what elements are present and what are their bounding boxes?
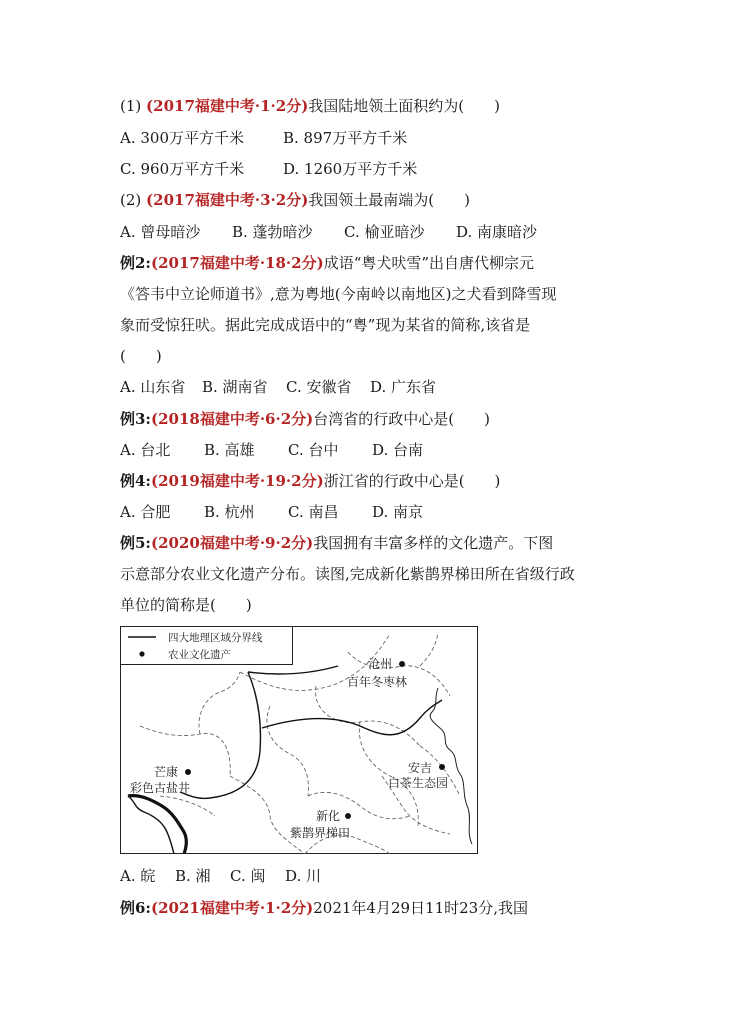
legend-heritage-symbol — [139, 651, 144, 656]
question-source: (2017福建中考·1·2分) — [146, 97, 309, 115]
option-a: A. 台北 — [120, 441, 171, 459]
option-c: C. 960万平方千米 — [120, 160, 245, 178]
question-2-options — [120, 222, 537, 242]
option-d: D. 广东省 — [370, 378, 437, 396]
option-c: C. 台中 — [288, 441, 339, 459]
question-stem: 我国陆地领土面积约为( ) — [308, 97, 501, 115]
example-label: 例6: — [120, 899, 151, 917]
option-d: D. 南京 — [372, 503, 424, 521]
example-2-line-3: 象而受惊狂吠。据此完成成语中的“粤”现为某省的简称,该省是 — [120, 316, 531, 334]
option-a: A. 曾母暗沙 — [120, 223, 201, 241]
question-stem: 浙江省的行政中心是( ) — [323, 472, 501, 490]
site-marker — [399, 661, 405, 667]
option-a: A. 皖 — [120, 867, 156, 885]
heritage-map — [120, 626, 478, 854]
example-label: 例2: — [120, 254, 151, 272]
question-source: (2019福建中考·19·2分) — [150, 472, 324, 490]
legend-boundary-label: 四大地理区域分界线 — [168, 632, 263, 644]
example-2-line-4: ( ) — [120, 347, 162, 365]
question-1-options-row-1 — [120, 128, 407, 148]
example-5-options — [120, 866, 321, 886]
example-5-line-1 — [120, 533, 553, 553]
question-source: (2017福建中考·18·2分) — [150, 254, 324, 272]
option-c: C. 安徽省 — [286, 378, 352, 396]
option-b: B. 蓬勃暗沙 — [232, 223, 313, 241]
option-a: A. 山东省 — [120, 378, 186, 396]
question-source: (2017福建中考·3·2分) — [146, 191, 309, 209]
site-name: 白茶生态园 — [388, 776, 449, 790]
site-name: 彩色古盐井 — [130, 781, 191, 795]
example-6 — [120, 898, 528, 918]
example-5-line-2: 示意部分农业文化遗产分布。读图,完成新化紫鹊界梯田所在省级行政 — [120, 565, 575, 583]
site-name: 百年冬枣林 — [347, 675, 408, 689]
option-d: D. 南康暗沙 — [456, 223, 538, 241]
option-c: C. 闽 — [230, 867, 266, 885]
option-b: B. 高雄 — [204, 441, 255, 459]
example-4 — [120, 471, 500, 491]
question-stem: 2021年4月29日11时23分,我国 — [313, 899, 528, 917]
example-label: 例5: — [120, 534, 151, 552]
site-marker — [185, 769, 191, 775]
option-c: C. 南昌 — [288, 503, 339, 521]
question-1 — [120, 96, 500, 116]
example-3-options — [120, 440, 423, 460]
site-place: 芒康 — [154, 765, 179, 779]
question-source: (2020福建中考·9·2分) — [150, 534, 314, 552]
option-c: C. 榆亚暗沙 — [344, 223, 425, 241]
option-b: B. 897万平方千米 — [283, 129, 408, 147]
site-name: 紫鹊界梯田 — [290, 826, 351, 840]
example-2-line-1 — [120, 253, 534, 273]
example-5-line-3: 单位的简称是( ) — [120, 596, 252, 614]
option-a: A. 合肥 — [120, 503, 171, 521]
option-d: D. 1260万平方千米 — [283, 160, 418, 178]
question-text: 成语“粤犬吠雪”出自唐代柳宗元 — [323, 254, 535, 272]
example-2-options — [120, 377, 436, 397]
site-marker — [439, 764, 445, 770]
site-place: 安吉 — [408, 761, 433, 775]
option-b: B. 杭州 — [204, 503, 255, 521]
question-number: (2) — [120, 191, 142, 209]
question-source: (2021福建中考·1·2分) — [150, 899, 314, 917]
example-2-line-2: 《答韦中立论师道书》,意为粤地(今南岭以南地区)之犬看到降雪现 — [120, 285, 557, 303]
legend-heritage-label: 农业文化遗产 — [168, 649, 231, 661]
question-text: 我国拥有丰富多样的文化遗产。下图 — [313, 534, 554, 552]
example-label: 例3: — [120, 410, 151, 428]
option-a: A. 300万平方千米 — [120, 129, 244, 147]
site-marker — [345, 813, 351, 819]
example-4-options — [120, 502, 423, 522]
option-b: B. 湖南省 — [202, 378, 268, 396]
example-label: 例4: — [120, 472, 151, 490]
site-place: 沧州 — [368, 657, 393, 671]
question-stem: 我国领土最南端为( ) — [308, 191, 471, 209]
option-d: D. 台南 — [372, 441, 424, 459]
site-place: 新化 — [316, 809, 341, 823]
question-number: (1) — [120, 97, 142, 115]
example-3 — [120, 409, 490, 429]
question-stem: 台湾省的行政中心是( ) — [313, 410, 490, 428]
option-b: B. 湘 — [175, 867, 211, 885]
question-2 — [120, 190, 470, 210]
option-d: D. 川 — [285, 867, 322, 885]
question-1-options-row-2 — [120, 159, 417, 179]
question-source: (2018福建中考·6·2分) — [150, 410, 314, 428]
